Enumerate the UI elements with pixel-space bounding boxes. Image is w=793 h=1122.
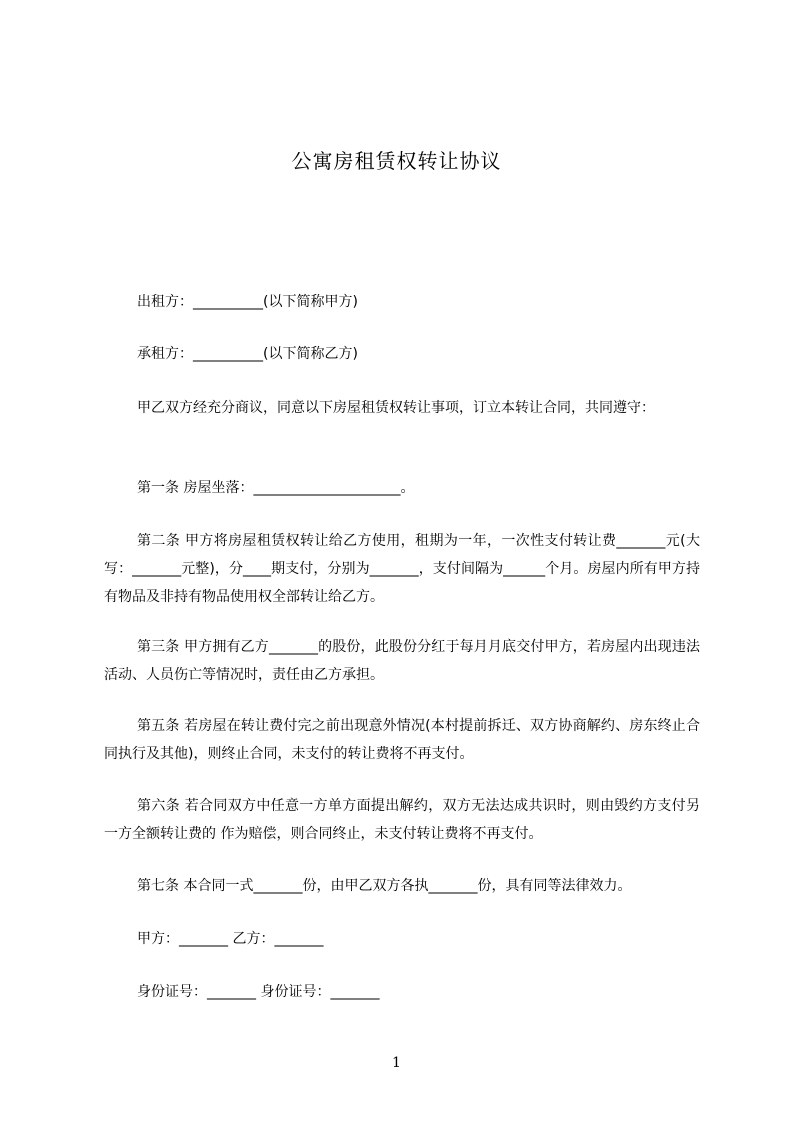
article-2: 第二条 甲方将房屋租赁权转让给乙方使用，租期为一年，一次性支付转让费_______元(大写：_______元整)，分____期支付，分别为_______，支付间隔为______个月。房屋内所有甲方持有物品及非持有物品使用权全部转让给乙方。 xyxy=(104,533,700,605)
lessee-line: 承租方：__________(以下简称乙方) xyxy=(137,346,358,362)
preamble-paragraph: 甲乙双方经充分商议，同意以下房屋租赁权转让事项，订立本转让合同，共同遵守： xyxy=(137,400,655,416)
document-title: 公寓房租赁权转让协议 xyxy=(291,149,502,173)
article-1: 第一条 房屋坐落：_____________________。 xyxy=(137,480,415,496)
article-7: 第七条 本合同一式_______份，由甲乙双方各执_______份，具有同等法律效力。 xyxy=(137,878,632,894)
signature-line: 甲方：_______ 乙方：_______ xyxy=(137,931,324,947)
lessor-line: 出租方：__________(以下简称甲方) xyxy=(137,294,358,310)
article-3: 第三条 甲方拥有乙方_______的股份，此股份分红于每月月底交付甲方，若房屋内出现违法活动、人员伤亡等情况时，责任由乙方承担。 xyxy=(104,639,700,683)
article-5: 第五条 若房屋在转让费付完之前出现意外情况(本村提前拆迁、双方协商解约、房东终止合同执行及其他)，则终止合同，未支付的转让费将不再支付。 xyxy=(104,718,700,762)
id-number-line: 身份证号：_______ 身份证号：_______ xyxy=(137,984,380,1000)
article-6: 第六条 若合同双方中任意一方单方面提出解约，双方无法达成共识时，则由毁约方支付另一方全额转让费的 作为赔偿，则合同终止，未支付转让费将不再支付。 xyxy=(104,798,700,842)
page-number: 1 xyxy=(392,1055,401,1071)
